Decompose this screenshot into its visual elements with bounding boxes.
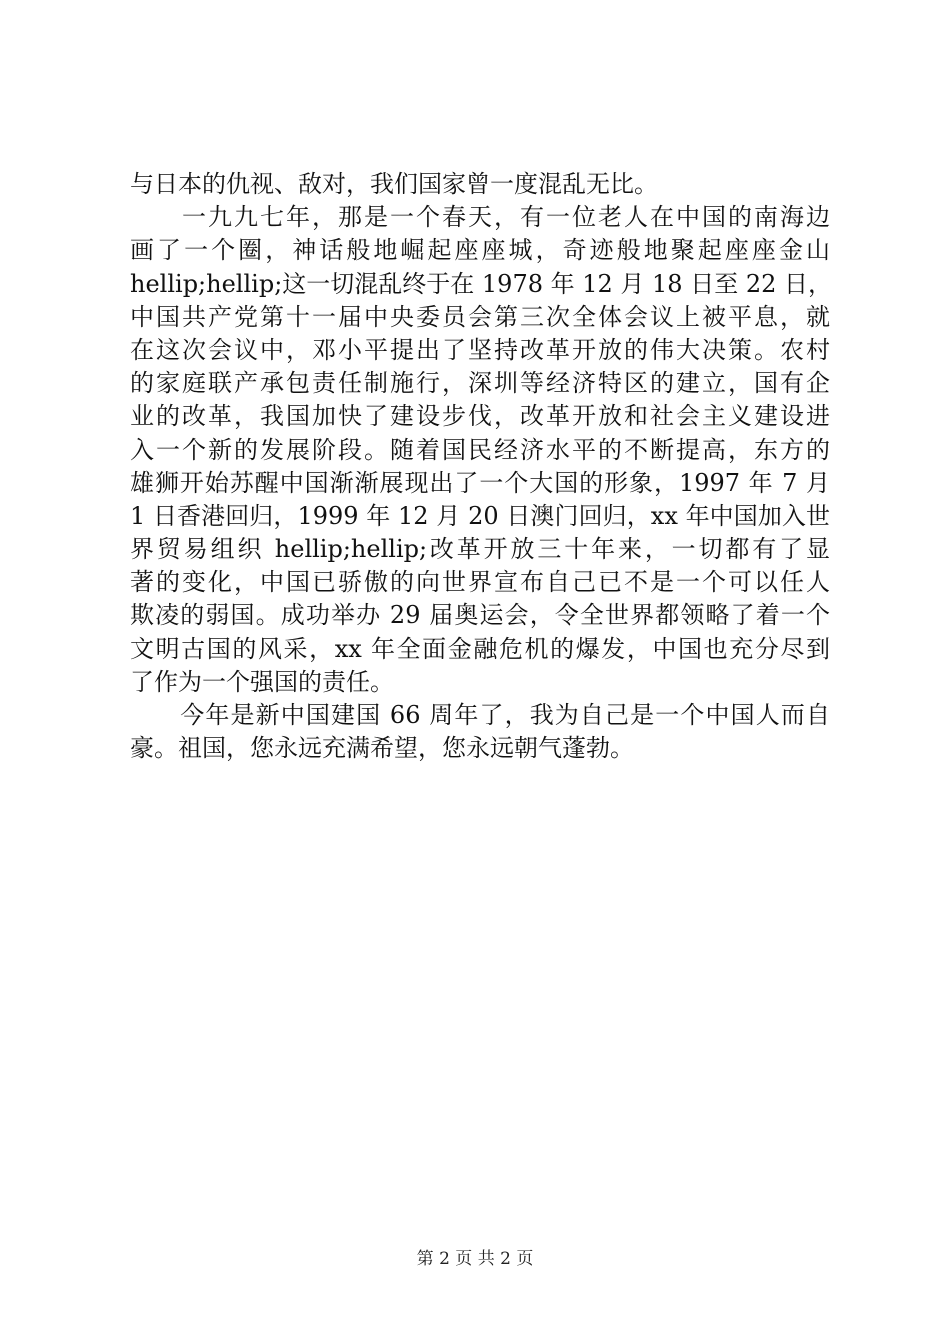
body-text: [130, 168, 830, 765]
text-line: hellip;hellip;这一切混乱终于在 1978 年 12 月 18 日至 22 日，: [130, 269, 832, 298]
text-line: 中国共产党第十一届中央委员会第三次全体会议上被平息，就: [130, 302, 830, 331]
text-line: 在这次会议中，邓小平提出了坚持改革开放的伟大决策。农村: [130, 335, 830, 364]
text-line: 雄狮开始苏醒中国渐渐展现出了一个大国的形象，1997 年 7 月: [130, 468, 830, 497]
text-line: 与日本的仇视、敌对，我们国家曾一度混乱无比。: [130, 170, 658, 198]
text-line: 欺凌的弱国。成功举办 29 届奥运会，令全世界都领略了着一个: [130, 601, 830, 630]
text-line: 文明古国的风采，xx 年全面金融危机的爆发，中国也充分尽到: [130, 634, 830, 663]
text-line: 界贸易组织 hellip;hellip;改革开放三十年来，一切都有了显: [130, 535, 830, 564]
text-line: 今年是新中国建国 66 周年了，我为自己是一个中国人而自: [130, 701, 830, 729]
text-line: 的家庭联产承包责任制施行，深圳等经济特区的建立，国有企: [130, 369, 830, 398]
text-line: 一九九七年，那是一个春天，有一位老人在中国的南海边: [130, 203, 830, 232]
text-line: 了作为一个强国的责任。: [130, 667, 394, 696]
text-line: 豪。祖国，您永远充满希望，您永远朝气蓬勃。: [130, 734, 634, 763]
text-line: 著的变化，中国已骄傲的向世界宣布自己已不是一个可以任人: [130, 568, 830, 597]
text-line: 业的改革，我国加快了建设步伐，改革开放和社会主义建设进: [130, 402, 830, 431]
text-line: 入一个新的发展阶段。随着国民经济水平的不断提高，东方的: [130, 435, 830, 464]
text-line: 1 日香港回归，1999 年 12 月 20 日澳门回归，xx 年中国加入世: [130, 501, 830, 530]
text-line: 画了一个圈，神话般地崛起座座城，奇迹般地聚起座座金山: [130, 236, 830, 265]
page-number-footer: 第 2 页 共 2 页: [416, 1249, 534, 1269]
